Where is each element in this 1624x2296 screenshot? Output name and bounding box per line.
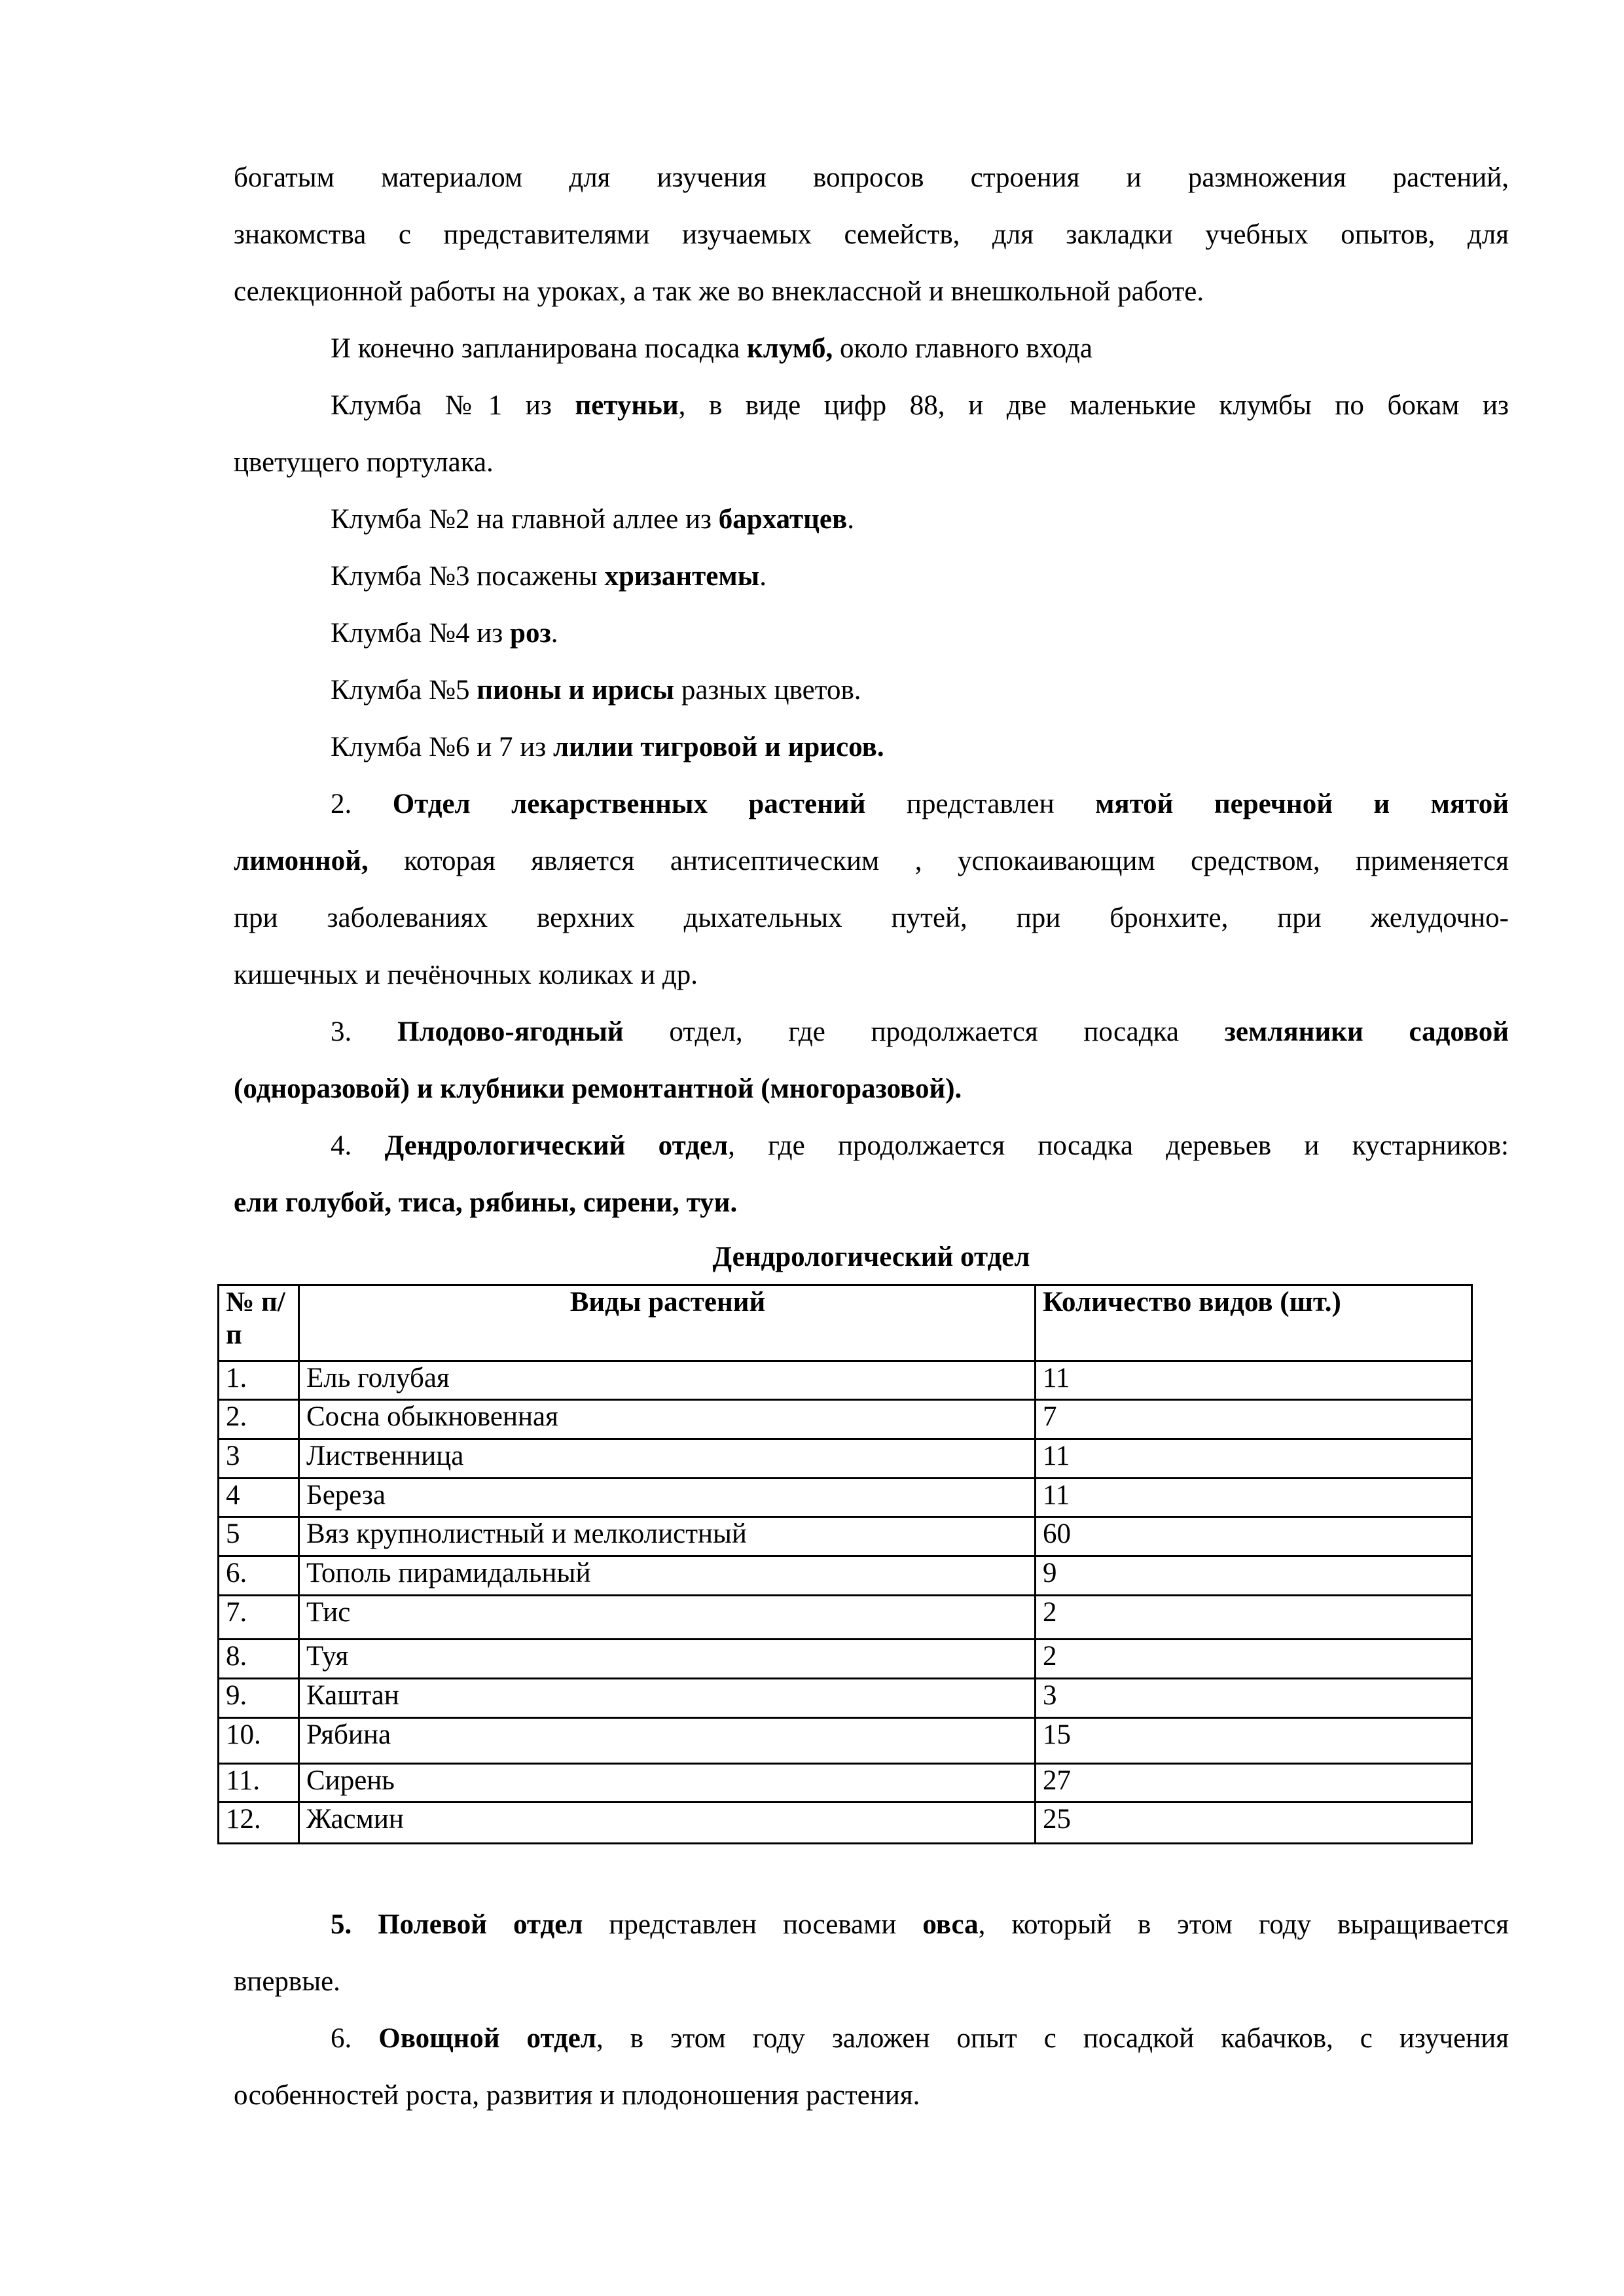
paragraph-1-line-3 (234, 275, 1509, 309)
row-number: 4 (219, 1479, 299, 1517)
species-count: 9 (1036, 1556, 1472, 1596)
table-header-row (219, 1285, 1472, 1361)
bold-text: пионы и ирисы (477, 675, 675, 706)
text: Клумба №6 и 7 из (331, 732, 554, 762)
text: которая является антисептическим , успокаивающим средством, применяется (368, 846, 1509, 876)
row-number: 2. (219, 1400, 299, 1439)
text: И конечно запланирована посадка (331, 333, 747, 364)
header-species: Виды растений (299, 1285, 1036, 1361)
table-row (219, 1439, 1472, 1479)
species-name: Лиственница (299, 1439, 1036, 1479)
text: селекционной работы на уроках, а так же во внеклассной и внешкольной работе. (234, 276, 1204, 307)
bold-text: клумб, (746, 333, 833, 364)
text: при заболеваниях верхних дыхательных путей, при бронхите, при желудочно- (234, 903, 1509, 933)
section-2-line-2 (234, 844, 1509, 878)
species-count: 2 (1036, 1596, 1472, 1640)
table-row (219, 1718, 1472, 1764)
section-number: 4. (331, 1130, 385, 1161)
section-3-line-1 (234, 1015, 1509, 1049)
paragraph-1-line-2 (234, 218, 1509, 252)
header-number: № п/п (219, 1285, 299, 1361)
section-4-line-1 (234, 1129, 1509, 1163)
header-count: Количество видов (шт.) (1036, 1285, 1472, 1361)
text: около главного входа (833, 333, 1092, 364)
text: богатым материалом для изучения вопросов строения и размножения растений, (234, 162, 1509, 193)
flowerbed-1 (234, 389, 1509, 423)
text: Клумба №1 из (331, 390, 575, 421)
flowerbed-6-7 (234, 730, 1509, 764)
flowerbed-4 (234, 617, 1509, 651)
row-number: 11. (219, 1764, 299, 1803)
species-name: Тис (299, 1596, 1036, 1640)
text: Клумба №3 посажены (331, 561, 605, 592)
text: Клумба №5 (331, 675, 477, 706)
species-name: Каштан (299, 1679, 1036, 1718)
section-2-line-4 (234, 958, 1509, 992)
bold-text: Овощной отдел (378, 2023, 596, 2054)
flowerbed-1-line-2 (234, 446, 1509, 480)
section-2-line-1 (234, 787, 1509, 821)
section-number: 6. (331, 2023, 379, 2054)
bold-text: хризантемы (604, 561, 760, 592)
species-name: Тополь пирамидальный (299, 1556, 1036, 1596)
row-number: 3 (219, 1439, 299, 1479)
species-count: 11 (1036, 1439, 1472, 1479)
row-number: 6. (219, 1556, 299, 1596)
species-count: 3 (1036, 1679, 1472, 1718)
bold-text: Плодово-ягодный (397, 1016, 624, 1047)
flowerbed-5 (234, 673, 1509, 708)
text: Клумба №4 из (331, 618, 511, 649)
species-name: Береза (299, 1479, 1036, 1517)
species-count: 7 (1036, 1400, 1472, 1439)
bold-text: лимонной, (234, 846, 369, 876)
text: отдел, где продолжается посадка (623, 1016, 1225, 1047)
section-number: 3. (331, 1016, 397, 1047)
section-6-line-2 (234, 2079, 1509, 2113)
text: особенностей роста, развития и плодоношения растения. (234, 2080, 920, 2111)
text: , в этом году заложен опыт с посадкой кабачков, с изучения (596, 2023, 1509, 2054)
row-number: 1. (219, 1361, 299, 1400)
paragraph-1-line-1 (234, 161, 1509, 195)
species-count: 15 (1036, 1718, 1472, 1764)
species-name: Ель голубая (299, 1361, 1036, 1400)
flowerbeds-intro (234, 332, 1509, 366)
table-body (219, 1361, 1472, 1844)
text: впервые. (234, 1966, 340, 1997)
text: представлен (865, 789, 1096, 819)
bold-text: петуньи (575, 390, 679, 421)
text: представлен посевами (583, 1909, 923, 1940)
species-count: 27 (1036, 1764, 1472, 1803)
species-count: 25 (1036, 1803, 1472, 1844)
bold-text: Дендрологический отдел (384, 1130, 729, 1161)
section-number: 2. (331, 789, 393, 819)
table-row (219, 1556, 1472, 1596)
section-5-line-1 (234, 1908, 1509, 1942)
text: . (759, 561, 767, 592)
species-count: 11 (1036, 1361, 1472, 1400)
row-number: 12. (219, 1803, 299, 1844)
bold-text: (одноразовой) и клубники ремонтантной (многоразовой). (234, 1073, 962, 1104)
species-count: 11 (1036, 1479, 1472, 1517)
text: кишечных и печёночных коликах и др. (234, 960, 698, 990)
section-4-line-2 (234, 1186, 1509, 1220)
dendrology-table (217, 1284, 1473, 1844)
bold-text: бархатцев (718, 504, 848, 535)
bold-text: 5. Полевой отдел (331, 1909, 583, 1940)
row-number: 9. (219, 1679, 299, 1718)
section-3-line-2 (234, 1072, 1509, 1106)
table-row (219, 1764, 1472, 1803)
row-number: 10. (219, 1718, 299, 1764)
bold-text: роз (510, 618, 551, 649)
species-name: Жасмин (299, 1803, 1036, 1844)
table-row (219, 1361, 1472, 1400)
text: , который в этом году выращивается (978, 1909, 1509, 1940)
table-row (219, 1479, 1472, 1517)
table-row (219, 1640, 1472, 1679)
table-caption: Дендрологический отдел (712, 1242, 1030, 1272)
text: . (550, 618, 558, 649)
bold-text: земляники садовой (1224, 1016, 1509, 1047)
text: разных цветов. (674, 675, 861, 706)
bold-text: Отдел лекарственных растений (392, 789, 866, 819)
bold-text: ели голубой, тиса, рябины, сирени, туи. (234, 1187, 738, 1218)
table-row (219, 1400, 1472, 1439)
text: знакомства с представителями изучаемых семейств, для закладки учебных опытов, для (234, 219, 1509, 250)
species-name: Сосна обыкновенная (299, 1400, 1036, 1439)
table-row (219, 1596, 1472, 1640)
species-name: Туя (299, 1640, 1036, 1679)
section-5-line-2 (234, 1965, 1509, 1999)
text: , в виде цифр 88, и две маленькие клумбы по бокам из (678, 390, 1509, 421)
table-row (219, 1517, 1472, 1556)
table-row (219, 1803, 1472, 1844)
bold-text: овса (922, 1909, 979, 1940)
bold-text: мятой перечной и мятой (1095, 789, 1509, 819)
bold-text: лилии тигровой и ирисов. (553, 732, 884, 762)
section-2-line-3 (234, 901, 1509, 935)
species-name: Сирень (299, 1764, 1036, 1803)
text: . (847, 504, 854, 535)
flowerbed-3 (234, 560, 1509, 594)
row-number: 5 (219, 1517, 299, 1556)
species-count: 2 (1036, 1640, 1472, 1679)
flowerbed-2 (234, 503, 1509, 537)
row-number: 8. (219, 1640, 299, 1679)
text: Клумба №2 на главной аллее из (331, 504, 719, 535)
species-name: Рябина (299, 1718, 1036, 1764)
text: , где продолжается посадка деревьев и кустарников: (728, 1130, 1509, 1161)
text: цветущего портулака. (234, 447, 494, 478)
section-6-line-1 (234, 2022, 1509, 2056)
row-number: 7. (219, 1596, 299, 1640)
species-name: Вяз крупнолистный и мелколистный (299, 1517, 1036, 1556)
species-count: 60 (1036, 1517, 1472, 1556)
table-row (219, 1679, 1472, 1718)
